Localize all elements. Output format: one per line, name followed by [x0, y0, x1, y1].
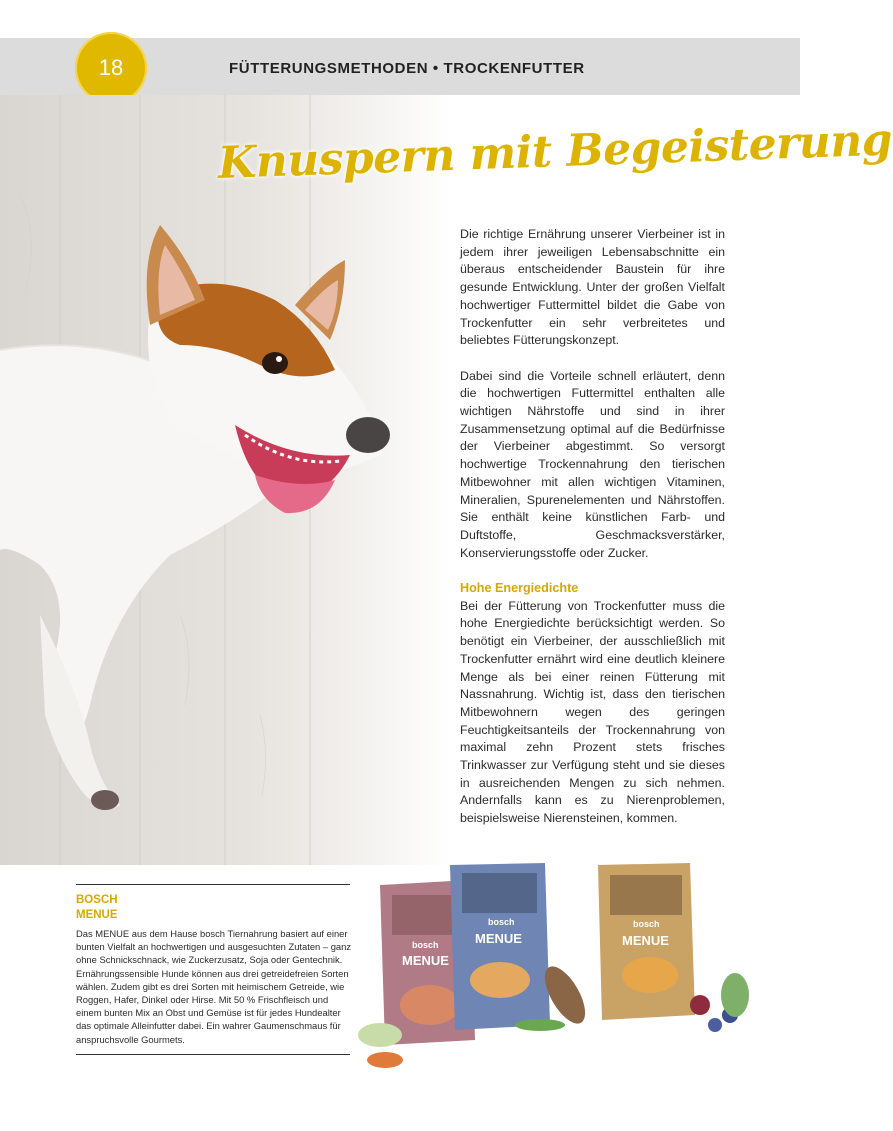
pack-1-brand: bosch	[412, 940, 439, 950]
pack-2	[450, 863, 550, 1030]
paragraph-advantages: Dabei sind die Vorteile schnell erläutert, denn die hochwertigen Futtermittel enthalten alle wichtigen Nährstoffe und sind in ihrer Zusammensetzung optimal auf die Bedürfnisse der Vierbeiner abgestimmt. So versorgt hochwertige Trockennahrung den tierischen Mitbewohner mit allen wichtigen Vitaminen, Mineralien, Spurenelementen und Nährstoffen. Sie enthält keine künstlichen Farb- und Duftstoffe, Geschmacksverstärker, Konservierungsstoffe oder Zucker.	[460, 368, 725, 560]
pack-3-brand: bosch	[633, 919, 660, 929]
section-title: FÜTTERUNGSMETHODEN • TROCKENFUTTER	[229, 60, 585, 77]
headline: Knuspern mit Begeisterung	[217, 114, 893, 189]
pack-1-name: MENUE	[402, 953, 449, 968]
divider-top	[76, 884, 350, 885]
product-packshot	[340, 855, 750, 1075]
product-title	[76, 893, 118, 923]
divider-bottom	[76, 1054, 350, 1055]
pack-3-name: MENUE	[622, 933, 669, 948]
paragraph-intro: Die richtige Ernährung unserer Vierbeiner ist in jedem ihrer jeweiligen Lebensabschnitte ein überaus entscheidender Baustein für ihre gesunde Entwicklung. Unter der großen Vielfalt hochwertiger Futtermittel bildet die Gabe von Trockenfutter ein sehr verbreitetes und beliebtes Fütterungskonzept.	[460, 227, 725, 348]
page-number-badge: 18	[75, 32, 147, 104]
article-body	[460, 226, 725, 846]
dog-photo	[0, 95, 450, 865]
product-line: MENUE	[76, 909, 118, 921]
pack-2-name: MENUE	[475, 931, 522, 946]
subheading-energy-density: Hohe Energiedichte	[460, 581, 579, 596]
product-description: Das MENUE aus dem Hause bosch Tiernahrung basiert auf einer bunten Vielfalt an hochwertigen und ausgesuchten Zutaten – ganz ohne Schnickschnack, wie Zuckerzusatz, Soja oder Gentechnik. Ernährungssensible Hunde können aus drei getreidefreien Sorten wählen. Zudem gibt es drei Sorten mit heimischem Getreide, wie Roggen, Hafer, Dinkel oder Hirse. Mit 50 % Frischfleisch und einem bunten Mix an Obst und Gemüse ist für jedes Hundealter das optimale Alleinfutter dabei. Ein wahrer Gaumenschmaus für anspruchsvolle Gourmets.	[76, 928, 352, 1045]
paragraph-energy-density: Bei der Fütterung von Trockenfutter muss die hohe Energiedichte berücksichtigt werden. So benötigt ein Vierbeiner, der ausschließlich mit Trockenfutter ernährt wird eine deutlich kleinere Menge als bei einer reinen Fütterung mit Nassnahrung. Wichtig ist, dass den tierischen Mitbewohnern wegen des geringen Feuchtigkeitsanteils der Trockennahrung von maximal zehn Prozent stets frisches Trinkwasser zur Verfügung steht und sie dieses in ausreichenden Mengen zu sich nehmen. Andernfalls kann es zu Nierenproblemen, beispielsweise Nierensteinen, kommen.	[460, 598, 725, 826]
product-brand: BOSCH	[76, 894, 118, 906]
pack-3	[598, 863, 695, 1020]
pack-2-brand: bosch	[488, 917, 515, 927]
